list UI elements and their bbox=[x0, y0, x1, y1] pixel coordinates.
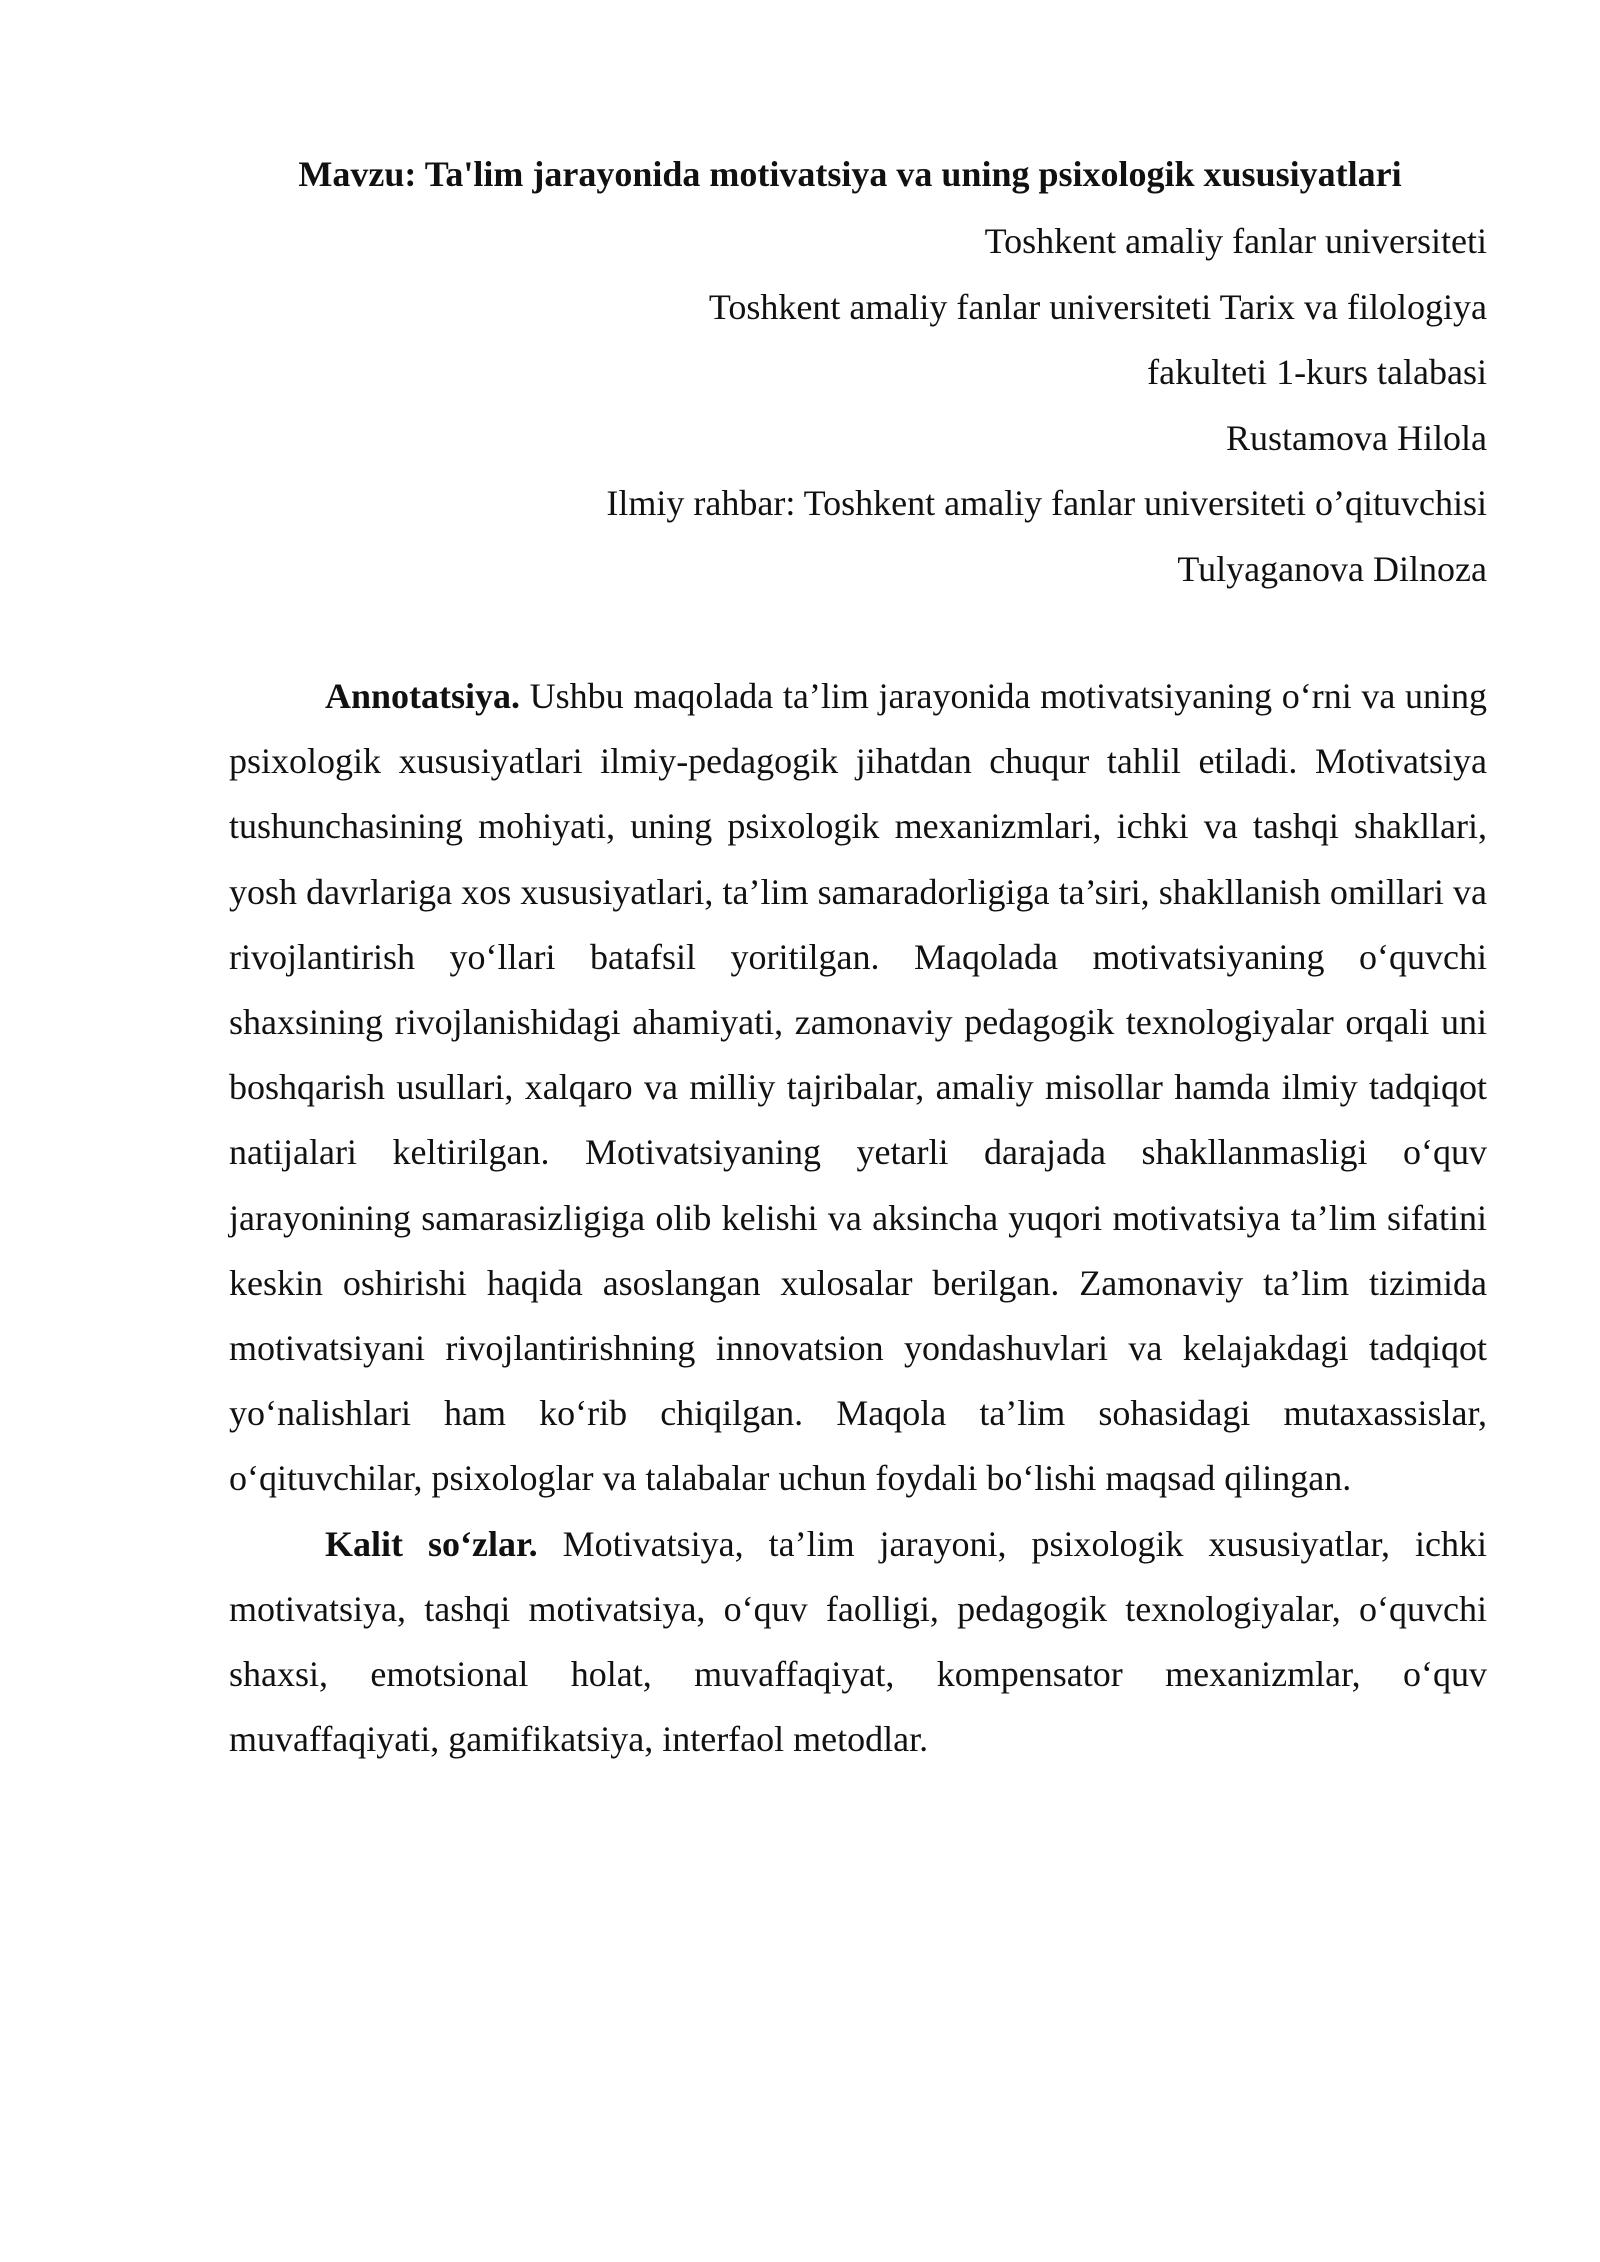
keywords-text: Motivatsiya, ta’lim jarayoni, psixologik xususiyatlar, ichki motivatsiya, tashqi motivatsiya, o‘quv faolligi, pedagogik texnologiyalar, o‘quvchi shaxsi, emotsional holat, muvaffaqiyat, kompensator mexanizmlar, o‘quv muvaffaqiyati, gamifikatsiya, interfaol metodlar. bbox=[229, 1523, 1487, 1760]
supervisor-name: Tulyaganova Dilnoza bbox=[1177, 548, 1487, 589]
author-name: Rustamova Hilola bbox=[1226, 417, 1487, 458]
affiliation-university: Toshkent amaliy fanlar universiteti bbox=[984, 221, 1487, 261]
paper-title: Mavzu: Ta'lim jarayonida motivatsiya va uning psixologik xususiyatlari bbox=[298, 154, 1402, 194]
author-affiliation-block bbox=[387, 209, 1487, 602]
abstract-paragraph bbox=[229, 664, 1487, 1512]
affiliation-faculty: Toshkent amaliy fanlar universiteti Tarix va filologiya bbox=[708, 286, 1487, 327]
supervisor-affiliation: Ilmiy rahbar: Toshkent amaliy fanlar universiteti o’qituvchisi bbox=[606, 483, 1487, 523]
paper-body bbox=[229, 664, 1487, 1772]
abstract-text: Ushbu maqolada ta’lim jarayonida motivatsiyaning o‘rni va uning psixologik xususiyatlari ilmiy-pedagogik jihatdan chuqur tahlil etiladi. Motivatsiya tushunchasining mohiyati, uning psixologik mexanizmlari, ichki va tashqi shakllari, yosh davrlariga xos xususiyatlari, ta’lim samaradorligiga ta’siri, shakllanish omillari va rivojlantirish yo‘llari batafsil yoritilgan. Maqolada motivatsiyaning o‘quvchi shaxsining rivojlanishidagi ahamiyati, zamonaviy pedagogik texnologiyalar orqali uni boshqarish usullari, xalqaro va milliy tajribalar, amaliy misollar hamda ilmiy tadqiqot natijalari keltirilgan. Motivatsiyaning yetarli darajada shakllanmasligi o‘quv jarayonining samarasizligiga olib kelishi va aksincha yuqori motivatsiya ta’lim sifatini keskin oshirishi haqida asoslangan xulosalar berilgan. Zamonaviy ta’lim tizimida motivatsiyani rivojlantirishning innovatsion yondashuvlari va kelajakdagi tadqiqot yo‘nalishlari ham ko‘rib chiqilgan. Maqola ta’lim sohasidagi mutaxassislar, o‘qituvchilar, psixologlar va talabalar uchun foydali bo‘lishi maqsad qilingan. bbox=[229, 676, 1487, 1499]
affiliation-student-year: fakulteti 1-kurs talabasi bbox=[1147, 352, 1487, 392]
keywords-label: Kalit so‘zlar. bbox=[325, 1523, 538, 1564]
keywords-paragraph bbox=[229, 1512, 1487, 1773]
abstract-label: Annotatsiya. bbox=[325, 676, 521, 716]
